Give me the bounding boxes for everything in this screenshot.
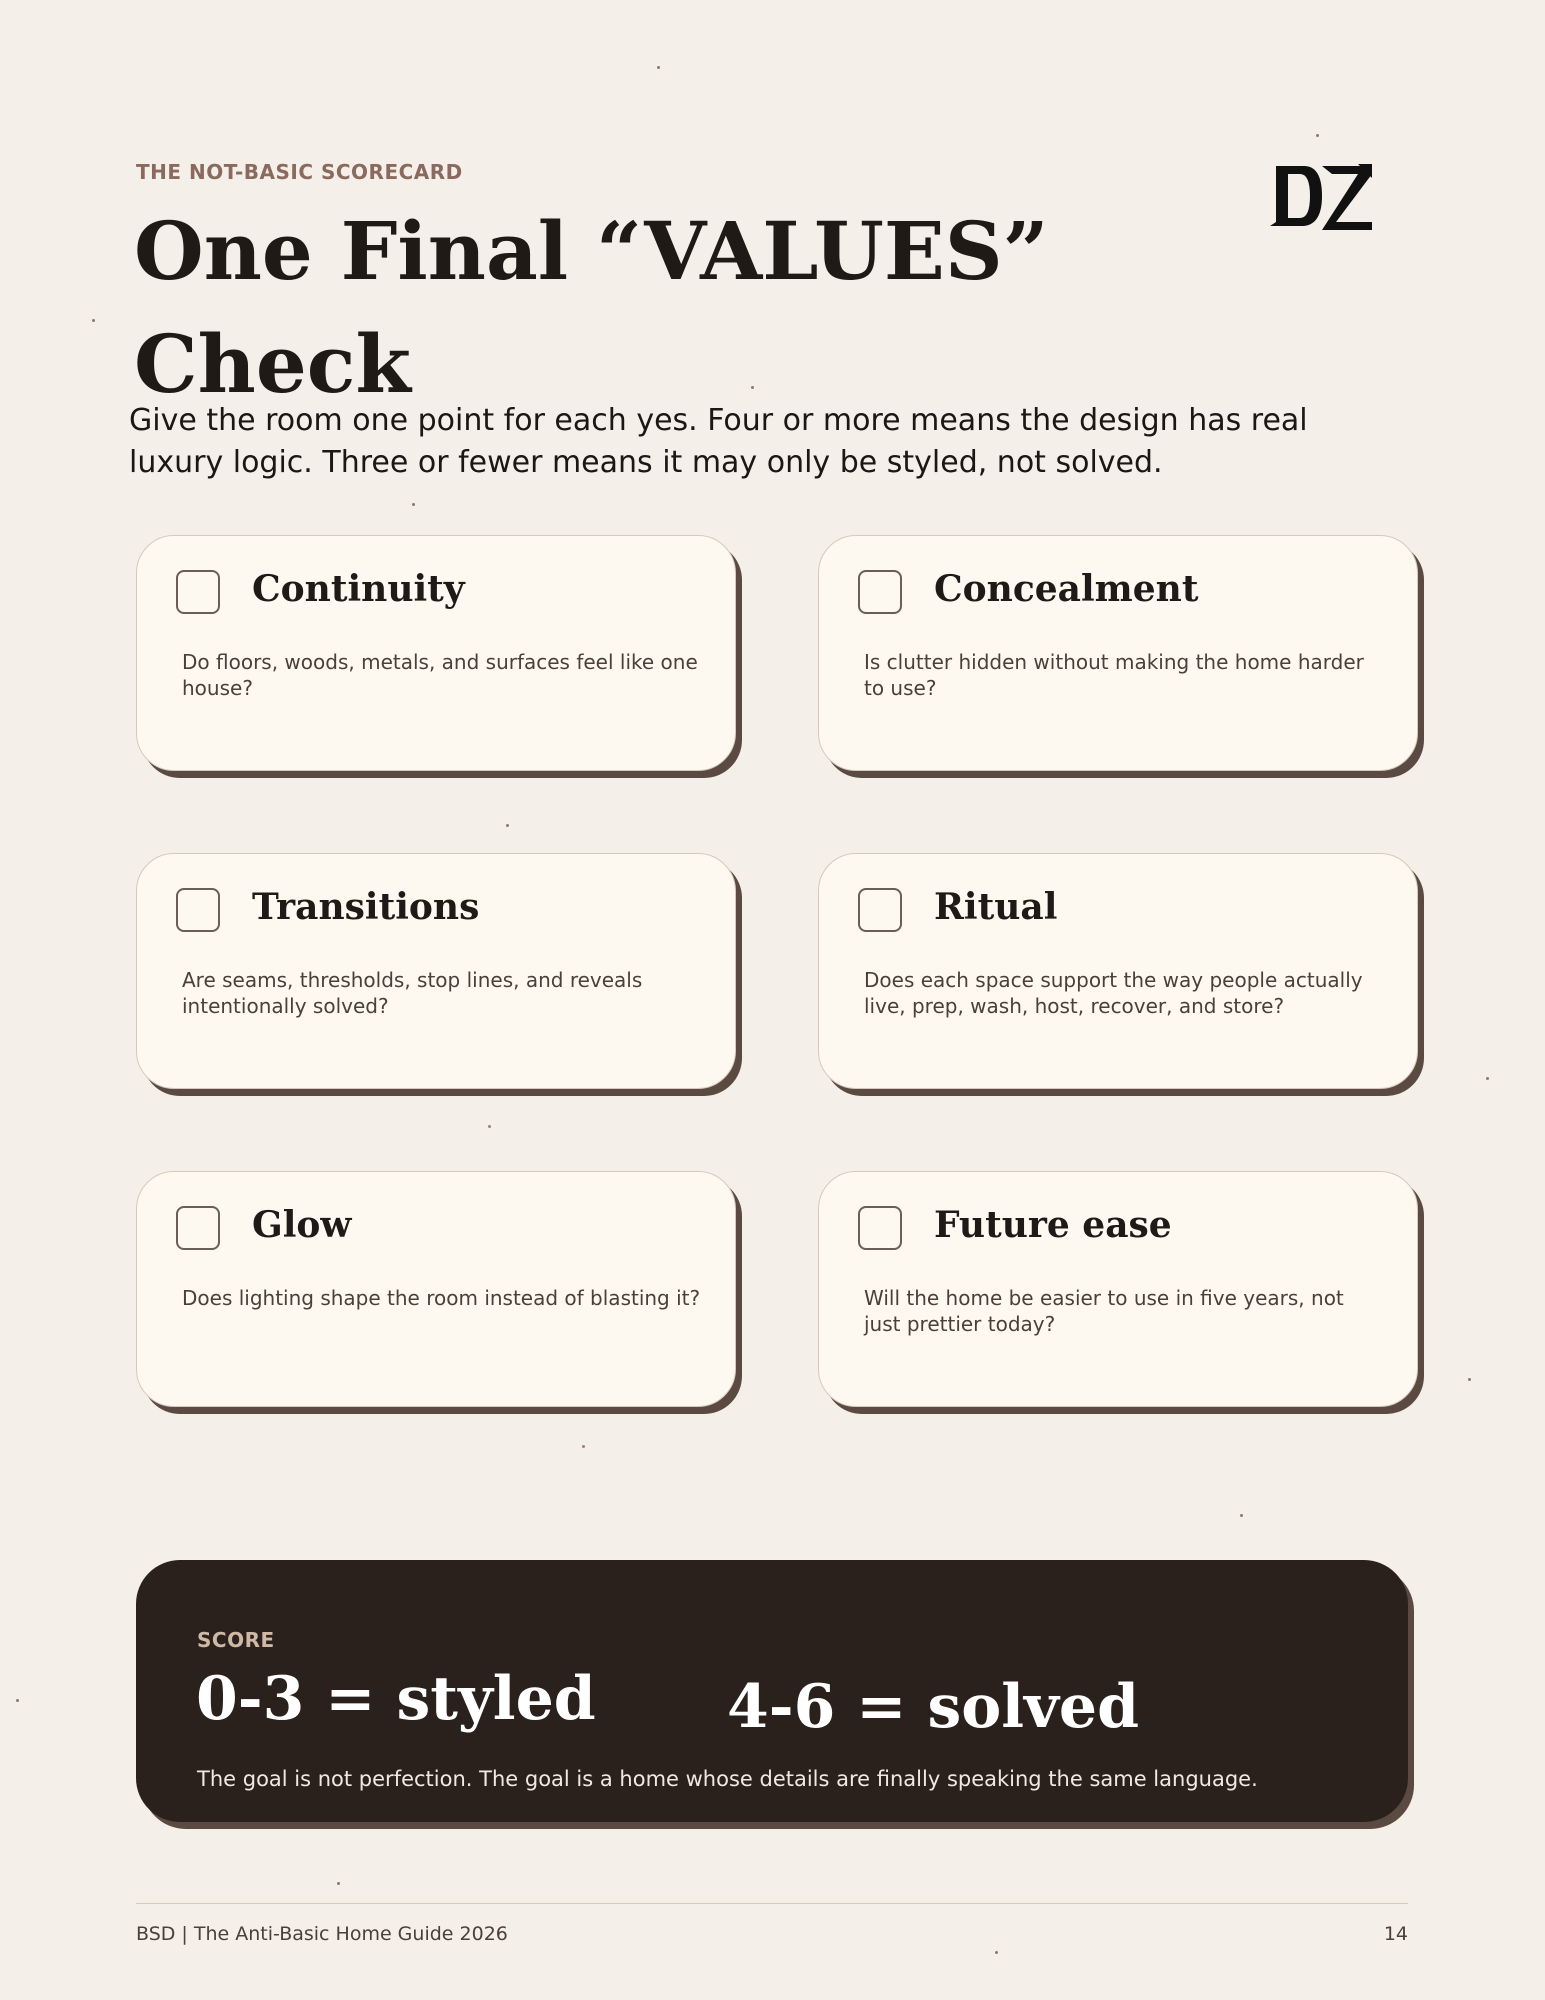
checkbox[interactable] <box>176 570 220 614</box>
decorative-dot <box>488 1125 491 1128</box>
card-title: Concealment <box>934 568 1199 610</box>
score-panel <box>136 1560 1408 1822</box>
decorative-dot <box>337 1882 340 1885</box>
card-description: Are seams, thresholds, stop lines, and reveals intentionally solved? <box>182 968 643 1018</box>
checkbox[interactable] <box>176 1206 220 1250</box>
card-description: Do floors, woods, metals, and surfaces feel like one house? <box>182 650 698 700</box>
checklist-card-transitions <box>136 853 736 1089</box>
decorative-dot <box>995 1951 998 1954</box>
card-description: Will the home be easier to use in five years, not just prettier today? <box>864 1286 1344 1336</box>
decorative-dot <box>1486 1077 1489 1080</box>
decorative-dot <box>1468 1378 1471 1381</box>
decorative-dot <box>582 1445 585 1448</box>
card-description: Does lighting shape the room instead of blasting it? <box>182 1286 701 1310</box>
intro-text: Give the room one point for each yes. Four or more means the design has real luxury logic. Three or fewer means it may only be styled, not solved. <box>129 403 1308 480</box>
checkbox[interactable] <box>858 888 902 932</box>
score-note: The goal is not perfection. The goal is a home whose details are finally speaking the same language. <box>197 1767 1258 1791</box>
checklist-card-concealment <box>818 535 1418 771</box>
decorative-dot <box>1240 1514 1243 1517</box>
page-title: One Final “VALUES” Check <box>134 204 1049 411</box>
decorative-dot <box>657 66 660 69</box>
checklist-card-future-ease <box>818 1171 1418 1407</box>
checklist-card-glow <box>136 1171 736 1407</box>
footer-divider <box>136 1903 1408 1904</box>
checklist-card-continuity <box>136 535 736 771</box>
checkbox[interactable] <box>858 1206 902 1250</box>
checkbox[interactable] <box>858 570 902 614</box>
score-range-styled: 0-3 = styled <box>196 1664 596 1734</box>
decorative-dot <box>92 319 95 322</box>
card-description: Is clutter hidden without making the home harder to use? <box>864 650 1364 700</box>
decorative-dot <box>506 824 509 827</box>
card-title: Glow <box>252 1204 352 1246</box>
card-title: Continuity <box>252 568 465 610</box>
score-label: SCORE <box>197 1628 275 1652</box>
card-title: Ritual <box>934 886 1058 928</box>
page-kicker: THE NOT-BASIC SCORECARD <box>136 160 463 184</box>
footer-guide-title: BSD | The Anti-Basic Home Guide 2026 <box>136 1923 508 1945</box>
card-description: Does each space support the way people actually live, prep, wash, host, recover, and store? <box>864 968 1363 1018</box>
bsd-monogram-logo-icon <box>1266 160 1376 236</box>
score-range-solved: 4-6 = solved <box>727 1672 1140 1742</box>
decorative-dot <box>1316 134 1319 137</box>
decorative-dot <box>16 1699 19 1702</box>
card-title: Future ease <box>934 1204 1172 1246</box>
card-title: Transitions <box>252 886 480 928</box>
checklist-card-ritual <box>818 853 1418 1089</box>
decorative-dot <box>412 503 415 506</box>
checkbox[interactable] <box>176 888 220 932</box>
page-number: 14 <box>1383 1923 1408 1945</box>
